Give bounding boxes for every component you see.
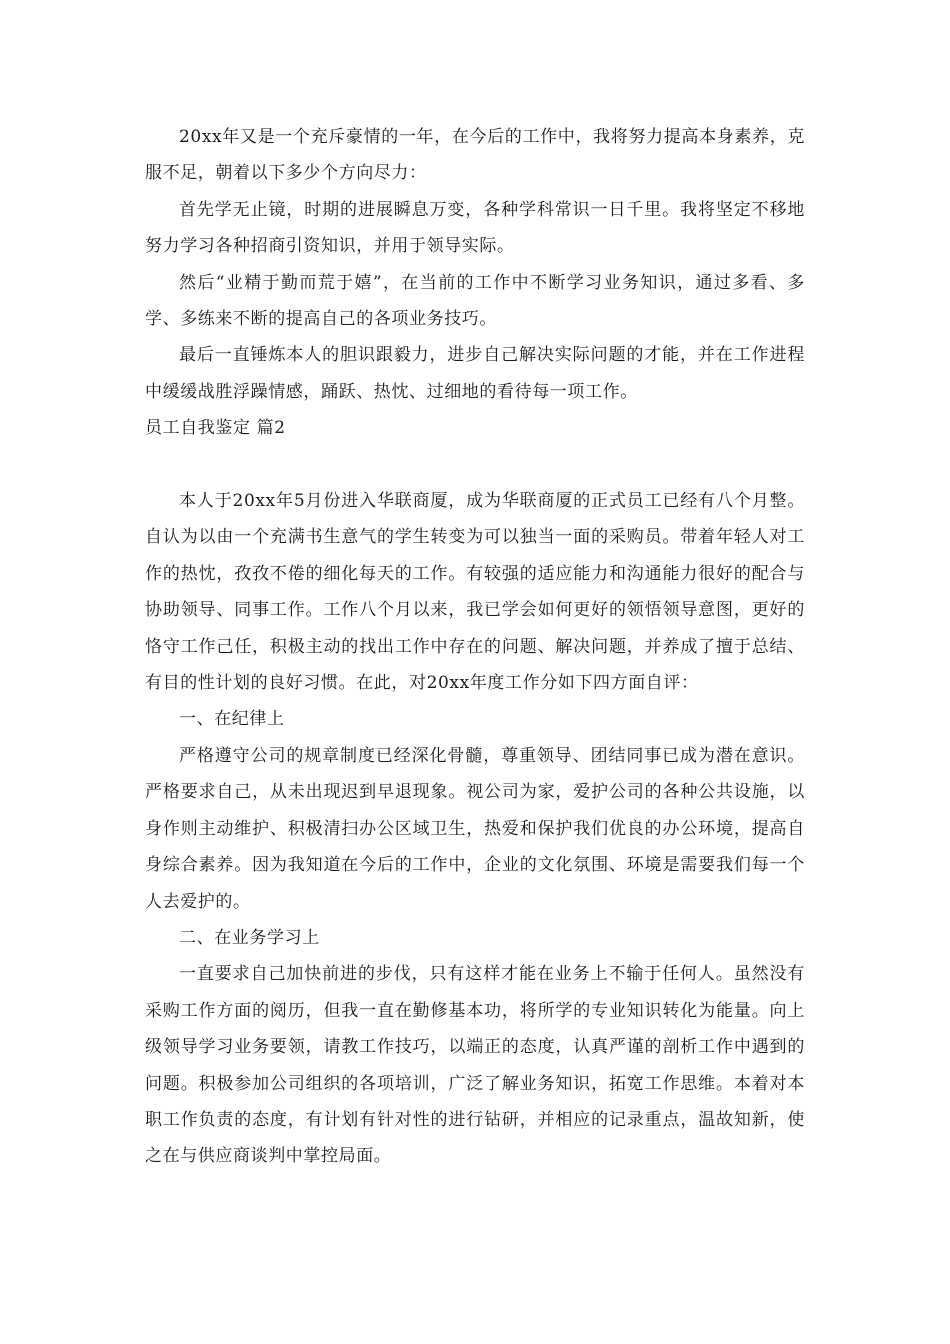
paragraph-study: 首先学无止镜，时期的进展瞬息万变，各种学科常识一日千里。我将坚定不移地努力学习各种招商引资知识，并用于领导实际。 [145, 199, 805, 257]
section-title: 员工自我鉴定 篇2 [145, 418, 286, 439]
paragraph-business: 然后“业精于勤而荒于嬉”，在当前的工作中不断学习业务知识，通过多看、多学、多练来不断的提高自己的各项业务技巧。 [145, 272, 805, 330]
paragraph-discipline: 严格遵守公司的规章制度已经深化骨髓，尊重领导、团结同事已成为潜在意识。严格要求自己，从未出现迟到早退现象。视公司为家，爱护公司的各种公共设施，以身作则主动维护、积极清扫办公区域卫生，热爱和保护我们优良的办公环境，提高自身综合素养。因为我知道在今后的工作中，企业的文化氛围、环境是需要我们每一个人去爱护的。 [145, 745, 805, 912]
paragraph-self-intro: 本人于20xx年5月份进入华联商厦，成为华联商厦的正式员工已经有八个月整。自认为以由一个充满书生意气的学生转变为可以独当一面的采购员。带着年轻人对工作的热忱，孜孜不倦的细化每天的工作。有较强的适应能力和沟通能力很好的配合与协助领导、同事工作。工作八个月以来，我已学会如何更好的领悟领导意图，更好的恪守工作己任，积极主动的找出工作中存在的问题、解决问题，并养成了擅于总结、有目的性计划的良好习惯。在此，对20xx年度工作分如下四方面自评： [145, 491, 805, 694]
blank-line [145, 447, 805, 483]
document-page [145, 119, 805, 1175]
paragraph-courage: 最后一直锤炼本人的胆识跟毅力，进步自己解决实际问题的才能，并在工作进程中缓缓战胜浮躁情感，踊跃、热忱、过细地的看待每一项工作。 [145, 345, 805, 402]
subheading-business-study: 二、在业务学习上 [179, 927, 320, 948]
subheading-discipline: 一、在纪律上 [179, 709, 285, 730]
paragraph-intro: 20xx年又是一个充斥豪情的一年，在今后的工作中，我将努力提高本身素养，克服不足，朝着以下多少个方向尽力： [145, 127, 805, 184]
paragraph-business-study: 一直要求自己加快前进的步伐，只有这样才能在业务上不输于任何人。虽然没有采购工作方面的阅历，但我一直在勤修基本功，将所学的专业知识转化为能量。向上级领导学习业务要领，请教工作技巧，以端正的态度，认真严谨的剖析工作中遇到的问题。积极参加公司组织的各项培训，广泛了解业务知识，拓宽工作思维。本着对本职工作负责的态度，有计划有针对性的进行钻研，并相应的记录重点，温故知新，使之在与供应商谈判中掌控局面。 [145, 964, 805, 1167]
